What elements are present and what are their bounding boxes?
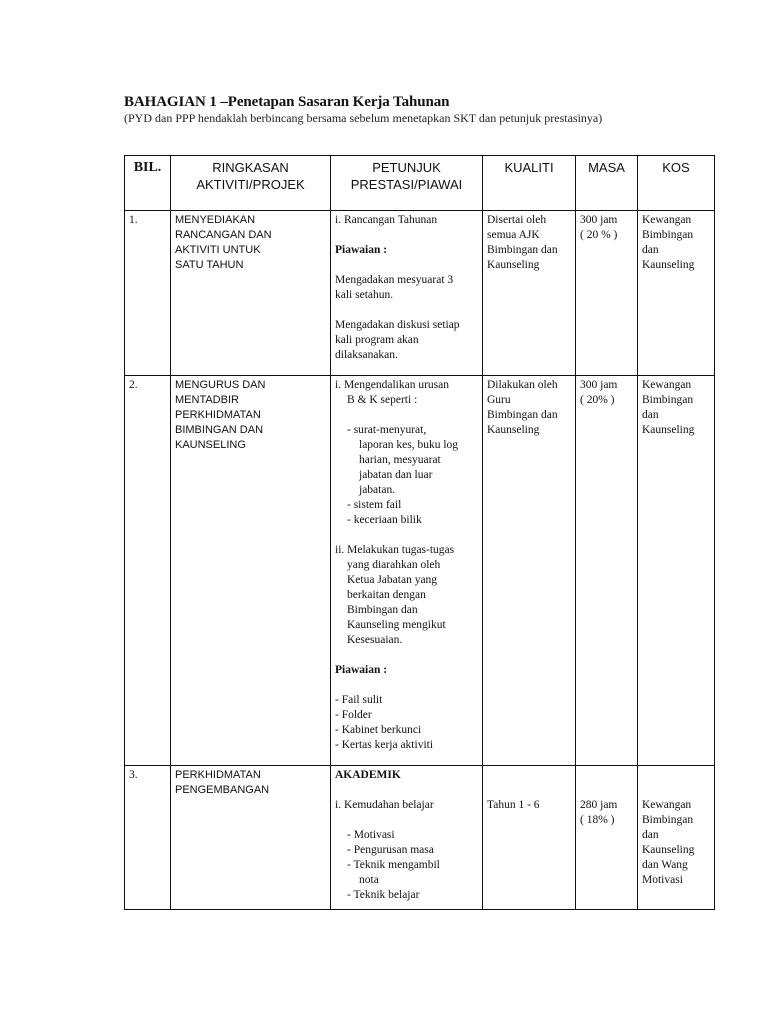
row1-ringkasan: [171, 211, 331, 376]
row2-ringkasan: [171, 376, 331, 766]
row2-piawai-item: - Folder: [335, 709, 372, 721]
header-petunjuk-line2: PRESTASI/PIAWAI: [350, 177, 463, 192]
row2-piawai-item: - Kertas kerja aktiviti: [335, 739, 434, 751]
row2-kos-line: Kewangan: [642, 379, 692, 391]
row1-kos: [638, 211, 715, 376]
row2-masa: [576, 376, 638, 766]
row3-sub-cont: nota: [359, 874, 379, 886]
row3-kos-line: Motivasi: [642, 874, 683, 886]
row2-sub: - surat-menyurat,: [347, 424, 427, 436]
row1-kualiti-line: Bimbingan dan: [487, 244, 558, 256]
row3-akademik-label: AKADEMIK: [335, 769, 401, 781]
header-kualiti: KUALITI: [483, 156, 576, 211]
row2-masa-line: 300 jam: [580, 379, 618, 391]
row2-sub: - keceriaan bilik: [347, 514, 422, 526]
row3-item1: i. Kemudahan belajar: [335, 799, 434, 811]
row2-piawai-item: - Fail sulit: [335, 694, 383, 706]
table-row: [125, 766, 715, 910]
row2-piawaian-label: Piawaian :: [335, 664, 388, 676]
row2-item2: ii. Melakukan tugas-tugas: [335, 544, 455, 556]
header-petunjuk-line1: PETUNJUK: [372, 160, 441, 175]
row1-kualiti-line: Disertai oleh: [487, 214, 547, 226]
header-ringkasan: [171, 156, 331, 211]
row2-sub: - sistem fail: [347, 499, 402, 511]
row1-masa-line: ( 20 % ): [580, 229, 618, 241]
row2-sub-cont: harian, mesyuarat: [359, 454, 441, 466]
row2-ringkasan-line: MENTADBIR: [175, 394, 239, 406]
row1-kualiti: [483, 211, 576, 376]
row2-item2-cont: Kesesuaian.: [347, 634, 403, 646]
row3-kos-line: Kaunseling: [642, 844, 695, 856]
row2-ringkasan-line: BIMBINGAN DAN: [175, 424, 264, 436]
row1-ringkasan-line: RANCANGAN DAN: [175, 229, 272, 241]
row2-kualiti-line: Kaunseling: [487, 424, 540, 436]
row3-kualiti: [483, 766, 576, 910]
row2-masa-line: ( 20% ): [580, 394, 615, 406]
row3-kos-line: dan: [642, 829, 659, 841]
row3-kos: [638, 766, 715, 910]
row1-kualiti-line: Kaunseling: [487, 259, 540, 271]
row3-masa-line: 280 jam: [580, 799, 618, 811]
row2-item1-cont: B & K seperti :: [347, 394, 418, 406]
row3-ringkasan: [171, 766, 331, 910]
row2-item2-cont: yang diarahkan oleh: [347, 559, 441, 571]
row1-piawai-line: dilaksanakan.: [335, 349, 398, 361]
row2-item1: i. Mengendalikan urusan: [335, 379, 450, 391]
table-row: [125, 376, 715, 766]
row2-item2-cont: Bimbingan dan: [347, 604, 418, 616]
row1-ringkasan-line: AKTIVITI UNTUK: [175, 244, 261, 256]
row3-masa: [576, 766, 638, 910]
row1-petunjuk: [331, 211, 483, 376]
row2-kos-line: Kaunseling: [642, 424, 695, 436]
row2-kualiti: [483, 376, 576, 766]
row1-kos-line: Kewangan: [642, 214, 692, 226]
row2-bil: 2.: [125, 376, 171, 766]
row2-kualiti-line: Dilakukan oleh: [487, 379, 558, 391]
row2-item2-cont: berkaitan dengan: [347, 589, 426, 601]
row2-item2-cont: Ketua Jabatan yang: [347, 574, 438, 586]
row3-petunjuk: [331, 766, 483, 910]
header-bil: BIL.: [125, 156, 171, 211]
row2-sub-cont: jabatan dan luar: [359, 469, 433, 481]
row1-masa: [576, 211, 638, 376]
row3-bil: 3.: [125, 766, 171, 910]
row2-sub-cont: laporan kes, buku log: [359, 439, 459, 451]
row3-kos-line: Kewangan: [642, 799, 692, 811]
row3-sub: - Teknik mengambil: [347, 859, 440, 871]
row1-kos-line: Kaunseling: [642, 259, 695, 271]
skt-table: [124, 155, 715, 910]
row3-sub: - Pengurusan masa: [347, 844, 434, 856]
row1-piawaian-label: Piawaian :: [335, 244, 388, 256]
header-ringkasan-line2: AKTIVITI/PROJEK: [196, 177, 305, 192]
table-row: [125, 211, 715, 376]
row3-ringkasan-line: PERKHIDMATAN: [175, 769, 261, 781]
row2-ringkasan-line: KAUNSELING: [175, 439, 246, 451]
row1-piawai-line: Mengadakan diskusi setiap: [335, 319, 460, 331]
row1-piawai-line: kali setahun.: [335, 289, 394, 301]
row1-kualiti-line: semua AJK: [487, 229, 540, 241]
row2-kos-line: Bimbingan: [642, 394, 694, 406]
row1-piawai-line: kali program akan: [335, 334, 419, 346]
row3-kos-line: Bimbingan: [642, 814, 694, 826]
header-kos: KOS: [638, 156, 715, 211]
header-petunjuk: [331, 156, 483, 211]
section-heading: BAHAGIAN 1 –Penetapan Sasaran Kerja Tahunan: [124, 94, 450, 110]
header-ringkasan-line1: RINGKASAN: [212, 160, 289, 175]
row3-kos-line: dan Wang: [642, 859, 688, 871]
row2-item2-cont: Kaunseling mengikut: [347, 619, 446, 631]
row2-ringkasan-line: MENGURUS DAN: [175, 379, 266, 391]
row2-petunjuk: [331, 376, 483, 766]
header-masa: MASA: [576, 156, 638, 211]
row2-sub-cont: jabatan.: [359, 484, 396, 496]
row3-sub: - Motivasi: [347, 829, 395, 841]
row1-ringkasan-line: SATU TAHUN: [175, 259, 244, 271]
row1-masa-line: 300 jam: [580, 214, 618, 226]
row3-kualiti-line: Tahun 1 - 6: [487, 799, 540, 811]
row2-piawai-item: - Kabinet berkunci: [335, 724, 422, 736]
row2-ringkasan-line: PERKHIDMATAN: [175, 409, 261, 421]
row1-ringkasan-line: MENYEDIAKAN: [175, 214, 256, 226]
row2-kos-line: dan: [642, 409, 659, 421]
row3-sub: - Teknik belajar: [347, 889, 420, 901]
row3-ringkasan-line: PENGEMBANGAN: [175, 784, 270, 796]
row1-item1: i. Rancangan Tahunan: [335, 214, 438, 226]
row1-kos-line: Bimbingan: [642, 229, 694, 241]
row2-kualiti-line: Bimbingan dan: [487, 409, 558, 421]
row2-kualiti-line: Guru: [487, 394, 511, 406]
row1-kos-line: dan: [642, 244, 659, 256]
section-subheading: (PYD dan PPP hendaklah berbincang bersama sebelum menetapkan SKT dan petunjuk prestasinya): [124, 111, 603, 125]
row2-kos: [638, 376, 715, 766]
row1-piawai-line: Mengadakan mesyuarat 3: [335, 274, 454, 286]
row3-masa-line: ( 18% ): [580, 814, 615, 826]
table-header-row: [125, 156, 715, 211]
row1-bil: 1.: [125, 211, 171, 376]
